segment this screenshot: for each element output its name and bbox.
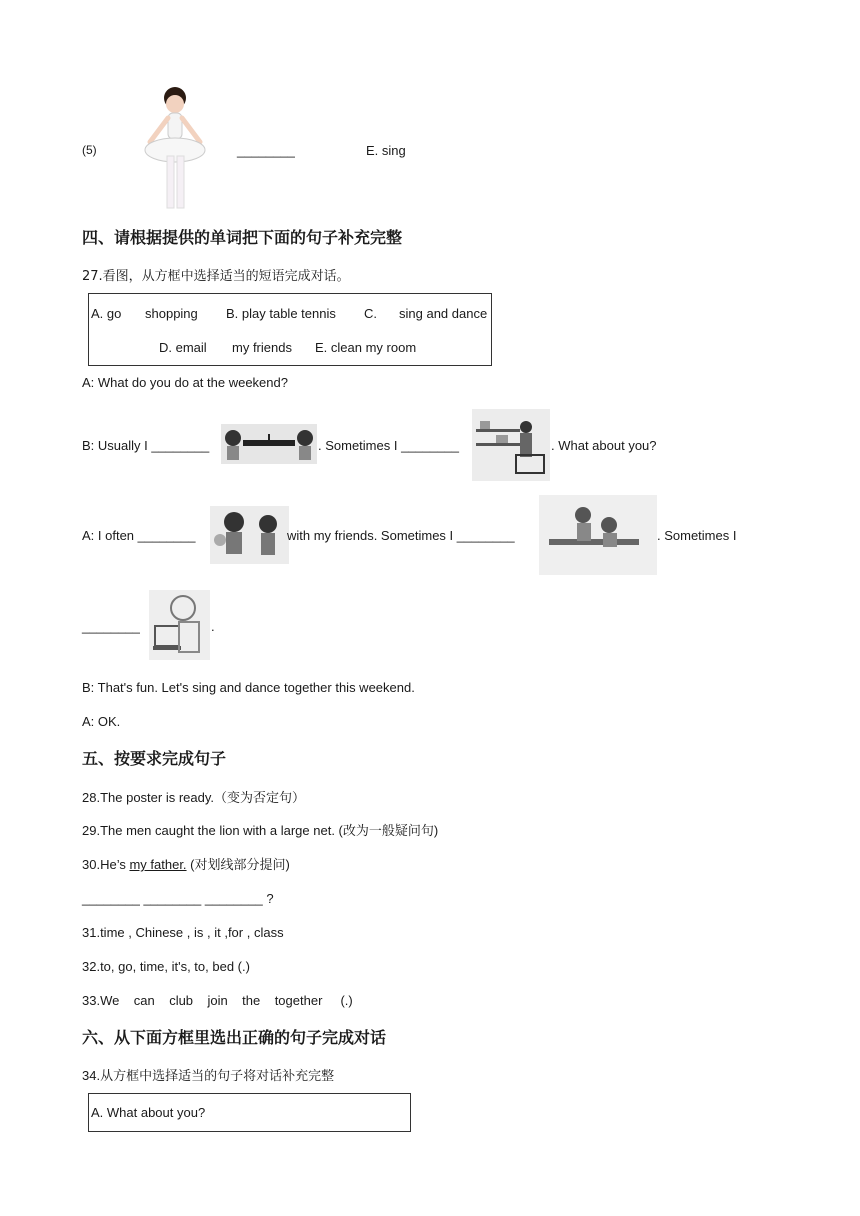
dialog-line: ________: [82, 619, 140, 634]
question-28: 28.The poster is ready.（变为否定句）: [82, 790, 305, 805]
dialog-line: A: What do you do at the weekend?: [82, 375, 288, 390]
answer-blanks: ________ ________ ________ ?: [82, 891, 274, 906]
item-number: (5): [82, 143, 97, 157]
question-31: 31.time , Chinese , is , it ,for , class: [82, 925, 284, 940]
dialog-line: .: [211, 619, 215, 634]
phrase-box: [88, 293, 492, 366]
phrase-c: sing and dance: [399, 306, 488, 321]
phrase-b: B. play table tennis: [226, 306, 336, 321]
section-heading: 五、按要求完成句子: [82, 749, 227, 768]
question-30-instruction: (对划线部分提问): [186, 857, 290, 872]
dialog-line: . What about you?: [551, 438, 657, 453]
option-e: E. sing: [366, 143, 406, 158]
question-prompt: 27.看图，从方框中选择适当的短语完成对话。: [82, 269, 350, 284]
phrase-c-label: C.: [364, 306, 377, 321]
phrase-a-cont: shopping: [145, 306, 198, 321]
ballet-girl-picture: [138, 82, 212, 216]
section-heading: 四、请根据提供的单词把下面的句子补充完整: [82, 228, 403, 247]
phrase-d: D. email: [159, 340, 207, 355]
question-30: [82, 857, 290, 873]
phrase-e: E. clean my room: [315, 340, 417, 355]
question-30-text: 30.He’s: [82, 857, 130, 872]
underlined-part: my father.: [129, 857, 187, 872]
table-tennis-picture: [221, 424, 317, 464]
dialog-line: B: Usually I ________: [82, 438, 210, 453]
email-picture: [149, 590, 210, 660]
dialog-line: with my friends. Sometimes I ________: [287, 528, 515, 543]
dialog-line: A: OK.: [82, 714, 121, 729]
sentence-a: A. What about you?: [91, 1105, 206, 1120]
section-heading: 六、从下面方框里选出正确的句子完成对话: [82, 1028, 387, 1047]
phrase-a: A. go: [91, 306, 122, 321]
dialog-line: A: I often ________: [82, 528, 196, 543]
question-32: 32.to, go, time, it's, to, bed (.): [82, 959, 250, 974]
dialog-line: . Sometimes I ________: [318, 438, 459, 453]
clean-room-picture: [539, 495, 657, 575]
question-34: 34.从方框中选择适当的句子将对话补充完整: [82, 1068, 335, 1083]
answer-blank: ________: [237, 143, 295, 158]
shopping-picture: [472, 409, 550, 481]
question-29: 29.The men caught the lion with a large net. (改为一般疑问句): [82, 823, 439, 838]
dialog-line: B: That's fun. Let's sing and dance together this weekend.: [82, 680, 415, 695]
question-33: 33.We can club join the together (.): [82, 993, 353, 1008]
dialog-line: . Sometimes I: [657, 528, 737, 543]
phrase-d-cont: my friends: [232, 340, 292, 355]
sentence-box: [88, 1093, 411, 1132]
sing-and-dance-picture: [210, 506, 289, 564]
